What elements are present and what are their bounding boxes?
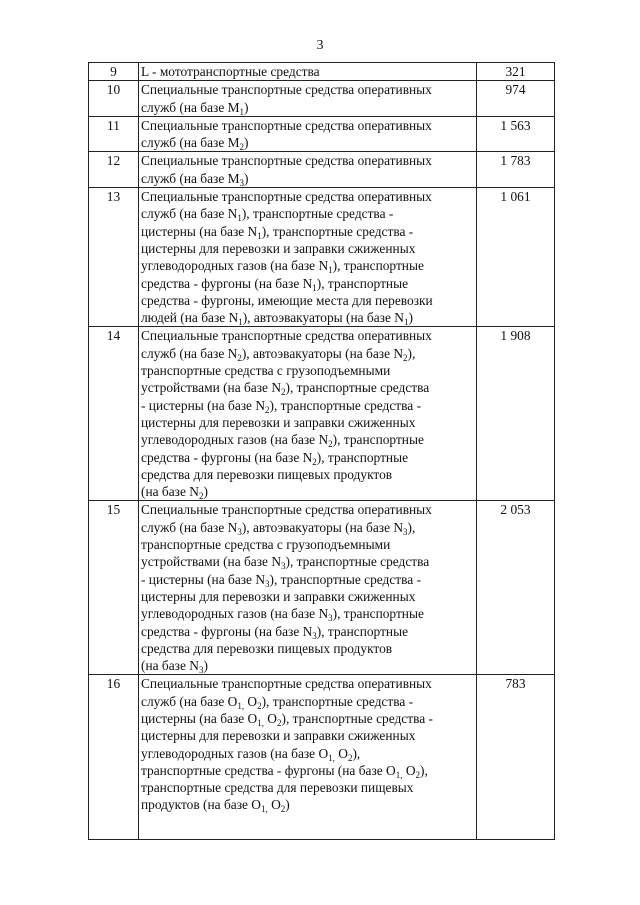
text-segment: цистерны для перевозки и заправки сжиженных <box>141 588 416 604</box>
subscript: 2 <box>347 752 353 763</box>
subscript: 3 <box>239 177 245 188</box>
table-row <box>89 63 555 81</box>
subscript: 1 <box>403 317 409 328</box>
text-segment: ), транспортные средства - <box>241 206 394 222</box>
row-value: 974 <box>477 81 555 117</box>
text-segment: ) <box>203 484 208 500</box>
text-segment: Специальные транспортные средства оперативных <box>141 328 432 344</box>
subscript: 1 <box>312 282 317 293</box>
text-segment: ), транспортные средства - <box>261 223 414 239</box>
text-segment: транспортные средства - фургоны (на базе O <box>141 762 396 778</box>
description-line <box>141 553 476 570</box>
description-line <box>141 762 476 779</box>
description-line <box>141 414 476 431</box>
subscript: 3 <box>198 665 204 676</box>
subscript: 3 <box>265 578 270 589</box>
subscript: 1, <box>237 700 245 711</box>
subscript: 2 <box>198 491 204 502</box>
subscript: 1 <box>257 230 262 241</box>
description-line <box>141 657 476 674</box>
subscript: 2 <box>415 769 421 780</box>
description-line <box>141 309 476 326</box>
text-segment: (на базе N <box>141 484 199 500</box>
subscript: 1 <box>238 317 243 328</box>
text-segment: ), автоэвакуаторы (на базе N <box>242 310 404 326</box>
text-segment: средства - фургоны (на базе N <box>141 623 313 639</box>
text-segment: служб (на базе M <box>141 135 240 151</box>
description-line <box>141 257 476 274</box>
row-number: 13 <box>89 188 139 327</box>
subscript: 3 <box>403 526 408 537</box>
text-segment: углеводородных газов (на базе N <box>141 258 329 274</box>
text-segment: ), транспортные <box>316 449 409 465</box>
text-segment: O <box>334 745 348 761</box>
text-segment: служб (на базе O <box>141 693 238 709</box>
text-segment: служб (на базе M <box>141 99 240 115</box>
text-segment: ), <box>420 762 428 778</box>
description-line <box>141 431 476 448</box>
text-segment: транспортные средства с грузоподъемными <box>141 363 391 379</box>
page-number: 3 <box>316 38 324 53</box>
description-line <box>141 397 476 414</box>
description-line <box>141 99 476 116</box>
subscript: 3 <box>328 613 333 624</box>
text-segment: ) <box>244 99 249 115</box>
description-line <box>141 727 476 744</box>
description-line <box>141 223 476 240</box>
row-value: 783 <box>477 675 555 840</box>
text-segment: - цистерны (на базе N <box>141 397 266 413</box>
text-segment: ), транспортные <box>332 432 424 448</box>
vehicle-description <box>139 501 477 675</box>
description-line <box>141 779 476 796</box>
text-segment: устройствами (на базе N <box>141 380 282 396</box>
row-number: 15 <box>89 501 139 675</box>
text-segment: ), транспортные <box>332 606 424 622</box>
description-line <box>141 205 476 222</box>
table-body <box>89 63 555 840</box>
text-segment: ), транспортные <box>316 275 409 291</box>
text-segment: Специальные транспортные средства оперативных <box>141 153 432 169</box>
row-number: 10 <box>89 81 139 117</box>
table-row <box>89 675 555 840</box>
subscript: 2 <box>239 142 245 153</box>
text-segment: людей (на базе N <box>141 310 239 326</box>
description-line <box>141 483 476 500</box>
text-segment: служб (на базе N <box>141 345 238 361</box>
description-line <box>141 745 476 762</box>
subscript: 2 <box>257 700 262 711</box>
description-line <box>141 379 476 396</box>
description-line <box>141 240 476 257</box>
subscript: 1 <box>239 106 245 117</box>
text-segment: углеводородных газов (на базе O <box>141 745 329 761</box>
text-segment: ) <box>408 310 413 326</box>
text-segment: (на базе N <box>141 658 199 674</box>
description-line <box>141 117 476 134</box>
vehicle-description <box>139 81 477 117</box>
text-segment: ) <box>203 658 208 674</box>
description-line <box>141 362 476 379</box>
text-segment: служб (на базе N <box>141 206 238 222</box>
text-segment: L - мототранспортные средства <box>141 64 320 79</box>
description-line <box>141 449 476 466</box>
text-segment: ), транспортные средства - <box>281 710 433 726</box>
description-line <box>141 81 476 98</box>
description-line <box>141 623 476 640</box>
row-value: 1 908 <box>477 327 555 501</box>
description-line <box>141 693 476 710</box>
text-segment: ), транспортные <box>316 623 409 639</box>
text-segment: O <box>263 710 277 726</box>
vehicle-description <box>139 188 477 327</box>
description-line <box>141 134 476 151</box>
table-row <box>89 327 555 501</box>
row-value: 2 053 <box>477 501 555 675</box>
description-line <box>141 519 476 536</box>
row-value: 321 <box>477 63 555 81</box>
text-segment: цистерны для перевозки и заправки сжиженных <box>141 414 416 430</box>
table-row <box>89 188 555 327</box>
text-segment: ), <box>407 519 416 535</box>
text-segment: ), автоэвакуаторы (на базе N <box>241 519 404 535</box>
subscript: 2 <box>328 439 333 450</box>
row-number: 16 <box>89 675 139 840</box>
text-segment: ), транспортные <box>332 258 424 274</box>
description-line <box>141 796 476 813</box>
text-segment: цистерны для перевозки и заправки сжиженных <box>141 240 416 256</box>
subscript: 3 <box>237 526 242 537</box>
text-segment: служб (на базе M <box>141 170 240 186</box>
subscript: 1, <box>395 769 403 780</box>
text-segment: углеводородных газов (на базе N <box>141 606 329 622</box>
subscript: 1 <box>328 265 333 276</box>
subscript: 3 <box>281 561 286 572</box>
text-segment: Специальные транспортные средства оперативных <box>141 189 432 205</box>
text-segment: средства - фургоны, имеющие места для перевозки <box>141 292 433 308</box>
text-segment: устройствами (на базе N <box>141 554 282 570</box>
text-segment: ), транспортные средства - <box>269 571 422 587</box>
subscript: 2 <box>265 404 270 415</box>
text-segment: O <box>267 797 281 813</box>
text-segment: ) <box>285 797 290 813</box>
description-line <box>141 170 476 187</box>
row-value: 1 783 <box>477 152 555 188</box>
text-segment: средства для перевозки пищевых продуктов <box>141 466 393 482</box>
description-line <box>141 466 476 483</box>
subscript: 1 <box>237 213 242 224</box>
text-segment: ), транспортные средства - <box>261 693 414 709</box>
text-segment: ) <box>244 135 249 151</box>
text-segment: служб (на базе N <box>141 519 238 535</box>
text-segment: ), транспортные средства - <box>269 397 422 413</box>
text-segment: - цистерны (на базе N <box>141 571 266 587</box>
table-row <box>89 501 555 675</box>
description-line <box>141 345 476 362</box>
text-segment: ), <box>407 345 416 361</box>
vehicle-description <box>139 152 477 188</box>
subscript: 1, <box>257 717 264 728</box>
row-number: 14 <box>89 327 139 501</box>
text-segment: транспортные средства для перевозки пищевых <box>141 780 414 796</box>
text-segment: средства для перевозки пищевых продуктов <box>141 640 393 656</box>
vehicle-description <box>139 675 477 840</box>
text-segment: ), <box>352 745 361 761</box>
text-segment: ), транспортные средства <box>285 554 430 570</box>
description-line <box>141 605 476 622</box>
text-segment: ), автоэвакуаторы (на базе N <box>241 345 404 361</box>
description-line <box>141 152 476 169</box>
description-line <box>141 640 476 657</box>
text-segment: средства - фургоны (на базе N <box>141 275 313 291</box>
text-segment: углеводородных газов (на базе N <box>141 432 329 448</box>
text-segment: цистерны (на базе O <box>141 710 258 726</box>
vehicle-description <box>139 327 477 501</box>
description-line <box>141 710 476 727</box>
description-line <box>141 188 476 205</box>
table-row <box>89 81 555 117</box>
row-value: 1 563 <box>477 116 555 152</box>
description-line <box>141 675 476 692</box>
text-segment: ), транспортные средства <box>285 380 430 396</box>
text-segment: O <box>244 693 258 709</box>
table-row <box>89 152 555 188</box>
text-segment: Специальные транспортные средства оперативных <box>141 502 432 518</box>
text-segment: O <box>402 762 416 778</box>
row-value: 1 061 <box>477 188 555 327</box>
description-line <box>141 536 476 553</box>
subscript: 2 <box>237 352 242 363</box>
subscript: 2 <box>312 456 317 467</box>
row-number: 9 <box>89 63 139 81</box>
text-segment: ) <box>244 170 249 186</box>
subscript: 2 <box>280 804 286 815</box>
subscript: 2 <box>276 717 282 728</box>
description-line <box>141 588 476 605</box>
description-line <box>141 292 476 309</box>
subscript: 2 <box>403 352 408 363</box>
subscript: 3 <box>312 630 317 641</box>
text-segment: транспортные средства с грузоподъемными <box>141 537 391 553</box>
description-line <box>141 327 476 344</box>
description-line <box>141 275 476 292</box>
text-segment: Специальные транспортные средства оперативных <box>141 676 432 692</box>
rates-table <box>88 62 555 840</box>
description-line <box>141 571 476 588</box>
subscript: 1, <box>328 752 335 763</box>
text-segment: средства - фургоны (на базе N <box>141 449 313 465</box>
text-segment: цистерны (на базе N <box>141 223 258 239</box>
text-segment: Специальные транспортные средства оперативных <box>141 82 432 98</box>
subscript: 2 <box>281 387 286 398</box>
text-segment: цистерны для перевозки и заправки сжиженных <box>141 728 416 744</box>
text-segment: Специальные транспортные средства оперативных <box>141 117 432 133</box>
row-number: 11 <box>89 116 139 152</box>
vehicle-description <box>139 116 477 152</box>
vehicle-description <box>139 63 477 81</box>
row-number: 12 <box>89 152 139 188</box>
text-segment: продуктов (на базе O <box>141 797 261 813</box>
description-line <box>141 63 476 80</box>
subscript: 1, <box>260 804 268 815</box>
description-line <box>141 501 476 518</box>
table-row <box>89 116 555 152</box>
